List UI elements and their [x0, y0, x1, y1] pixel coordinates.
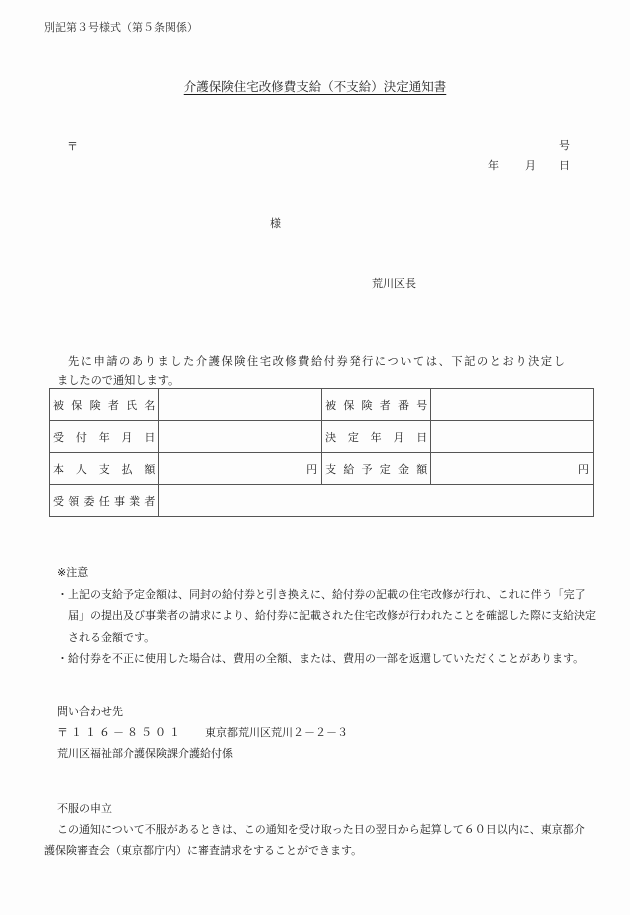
label-char: 受 [53, 494, 64, 508]
note-item: ・給付券を不正に使用した場合は、費用の全額、または、費用の一部を返還していただくことがあります。 [57, 652, 585, 665]
label-char: 年 [370, 430, 382, 444]
label-char: 決 [325, 430, 337, 444]
contact-heading: 問い合わせ先 [57, 705, 123, 718]
value-insured-name[interactable] [159, 389, 322, 421]
label-char: 業 [129, 494, 141, 508]
label-char: 月 [121, 430, 133, 444]
label-char: 日 [144, 430, 156, 444]
label-char: 本 [53, 462, 64, 476]
label-char: 付 [75, 430, 87, 444]
label-char: 領 [68, 494, 80, 508]
label-insured-number [322, 389, 431, 421]
label-char: 日 [416, 430, 428, 444]
label-char: 氏 [126, 398, 138, 412]
value-proxy-contractor[interactable] [159, 485, 594, 517]
table-row [50, 485, 594, 517]
contact-postal-code: 〒１１６－８５０１ [57, 726, 183, 739]
label-char: 年 [98, 430, 110, 444]
label-chars [53, 397, 155, 413]
table-row [50, 389, 594, 421]
contact-address: 東京都荒川区荒川２－２－３ [205, 726, 348, 739]
table-row [50, 453, 594, 485]
date-day-label: 日 [559, 159, 570, 172]
appeal-body: この通知について不服があるときは、この通知を受け取った日の翌日から起算して６０日以内に、東京都介護保険審査会（東京都庁内）に審査請求をすることができます。 [44, 823, 585, 857]
label-char: 被 [53, 398, 64, 412]
appeal-heading: 不服の申立 [57, 802, 112, 815]
issuer-name: 荒川区長 [372, 277, 416, 290]
notes-section [57, 562, 597, 670]
label-chars [325, 397, 427, 413]
label-char: 額 [416, 462, 428, 476]
notes-heading: ※注意 [57, 566, 89, 579]
intro-line-1: 先に申請のありました介護保険住宅改修費給付券発行については、下記のとおり決定し [68, 355, 567, 368]
label-chars [53, 493, 155, 509]
label-char: 月 [393, 430, 405, 444]
label-chars [53, 461, 155, 477]
label-char: 者 [107, 398, 119, 412]
value-decision-date[interactable] [431, 421, 594, 453]
postal-mark: 〒 [67, 140, 78, 153]
label-char: 番 [397, 398, 409, 412]
label-char: 給 [343, 462, 355, 476]
value-self-payment[interactable]: 円 [159, 453, 322, 485]
label-chars [325, 429, 427, 445]
label-char: 予 [361, 462, 373, 476]
label-chars [53, 429, 155, 445]
value-planned-amount[interactable]: 円 [431, 453, 594, 485]
label-char: 保 [343, 398, 355, 412]
label-char: 金 [397, 462, 409, 476]
recipient-honorific: 様 [270, 217, 281, 230]
document-title [0, 77, 630, 95]
label-char: 任 [98, 494, 110, 508]
label-char: 事 [113, 494, 125, 508]
label-char: 険 [361, 398, 373, 412]
note-item: ・上記の支給予定金額は、同封の給付券と引き換えに、給付券の記載の住宅改修が行れ、これに伴う「完了届」の提出及び事業者の請求により、給付券に記載された住宅改修が行われたことを確認した際に支給決定される金額です。 [57, 587, 596, 644]
table-row [50, 421, 594, 453]
document-number-label: 号 [559, 139, 570, 152]
label-char: 支 [98, 462, 110, 476]
value-reception-date[interactable] [159, 421, 322, 453]
label-char: 保 [71, 398, 83, 412]
label-char: 定 [379, 462, 391, 476]
label-decision-date [322, 421, 431, 453]
contact-section [57, 701, 348, 764]
label-char: 被 [325, 398, 337, 412]
label-char: 委 [83, 494, 95, 508]
decision-table [49, 388, 594, 517]
label-char: 定 [347, 430, 359, 444]
label-char: 号 [416, 398, 428, 412]
label-chars [325, 461, 427, 477]
label-char: 人 [75, 462, 87, 476]
label-char: 険 [89, 398, 101, 412]
label-char: 支 [325, 462, 337, 476]
label-reception-date [50, 421, 159, 453]
intro-paragraph [57, 352, 597, 390]
issue-date [488, 157, 570, 173]
date-month-label: 月 [525, 159, 536, 172]
label-char: 受 [53, 430, 64, 444]
label-self-payment [50, 453, 159, 485]
contact-department: 荒川区福祉部介護保険課介護給付係 [57, 747, 233, 760]
label-char: 払 [121, 462, 133, 476]
label-proxy-contractor [50, 485, 159, 517]
label-char: 者 [379, 398, 391, 412]
form-reference: 別記第３号様式（第５条関係） [44, 21, 198, 34]
label-char: 者 [144, 494, 156, 508]
label-planned-amount [322, 453, 431, 485]
document-title-text: 介護保険住宅改修費支給（不支給）決定通知書 [183, 79, 447, 94]
label-insured-name [50, 389, 159, 421]
label-char: 名 [144, 398, 156, 412]
date-year-label: 年 [488, 159, 499, 172]
label-char: 額 [144, 462, 156, 476]
intro-line-2: ましたので通知します。 [57, 374, 180, 387]
contact-address-line [57, 722, 348, 743]
value-insured-number[interactable] [431, 389, 594, 421]
appeal-section [44, 798, 594, 861]
